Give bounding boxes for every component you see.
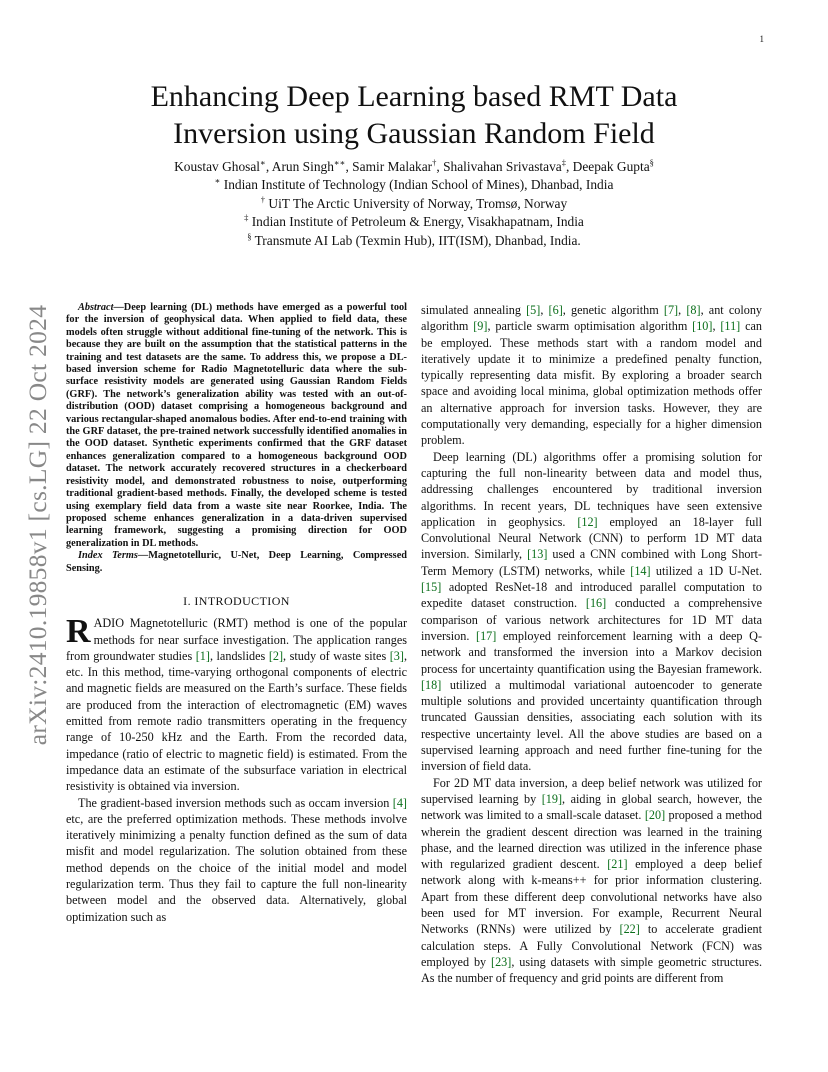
citation-link[interactable]: [9] — [473, 319, 488, 334]
citation-link[interactable]: [12] — [577, 514, 598, 529]
citation-link[interactable]: [5] — [526, 303, 541, 317]
intro-paragraph — [66, 795, 407, 925]
author-name: Deepak Gupta — [572, 159, 650, 174]
paper-title — [66, 78, 762, 152]
affiliation-mark: † — [432, 157, 437, 168]
author-name: Arun Singh — [271, 159, 334, 174]
abstract-label: Abstract — [78, 302, 114, 313]
body-text: , ant colony algorithm — [421, 303, 763, 334]
author-name: Shalivahan Srivastava — [443, 159, 562, 174]
intro-text: , study of waste sites — [283, 648, 390, 663]
body-text: Deep learning (DL) algorithms offer a promising solution for capturing the full non-linearity between data and model thus, addressing challenges encountered by traditional inversion algorithms. In recent years, DL techniques have seen extensive application in geophysics. — [421, 449, 762, 529]
body-text: , aiding in global search, however, the network was limited to a small-scale dataset. — [421, 791, 762, 823]
abstract — [66, 302, 407, 550]
affiliation-line — [66, 195, 762, 213]
page-number: 1 — [759, 34, 764, 44]
affiliation-mark: ∗ — [214, 175, 221, 186]
affiliation-text: Indian Institute of Petroleum & Energy, Visakhapatnam, India — [251, 214, 584, 230]
index-terms — [66, 550, 407, 575]
body-text: simulated annealing — [421, 303, 527, 317]
citation-link[interactable]: [4] — [392, 795, 407, 810]
citation-link[interactable]: [10] — [692, 319, 713, 334]
body-text: can be employed. These methods start with a random model and iteratively update it to minimize a predefined penalty function, typically representing data misfit. By exploring a broader search space and avoiding local minima, global optimization methods offer an alternative approach for inversion tasks. However, they are computationally very demanding, especially for a higher dimension problem. — [421, 319, 763, 448]
citation-link[interactable]: [16] — [585, 596, 607, 611]
body-text: to accelerate gradient calculation steps. A Fully Convolutional Network (FCN) was employed by — [421, 922, 762, 969]
author-name: Samir Malakar — [352, 159, 433, 174]
body-text: , particle swarm optimisation algorithm — [487, 319, 693, 334]
title-line-1: Enhancing Deep Learning based RMT Data — [150, 80, 678, 113]
body-text: For 2D MT data inversion, a deep belief network was utilized for supervised learning by — [421, 775, 762, 806]
citation-link[interactable]: [11] — [720, 319, 741, 334]
affiliation-line — [66, 213, 762, 231]
author-name: Koustav Ghosal — [174, 159, 261, 174]
body-text: utilized a 1D U-Net. — [650, 563, 762, 578]
citation-link[interactable]: [14] — [630, 563, 651, 578]
citation-link[interactable]: [6] — [548, 303, 563, 317]
body-text: used a CNN combined with Long Short-Term Memory (LSTM) networks, while — [421, 547, 763, 578]
index-terms-label: Index Terms — [78, 550, 138, 562]
index-terms-text: —Magnetotelluric, U-Net, Deep Learning, Compressed Sensing. — [66, 550, 407, 574]
citation-link[interactable]: [1] — [195, 648, 210, 663]
citation-link[interactable]: [17] — [476, 628, 497, 643]
arxiv-identifier-stamp — [22, 290, 54, 760]
affiliation-mark: ‡ — [561, 157, 566, 168]
arxiv-stamp-text: arXiv:2410.19858v1 [cs.LG] 22 Oct 2024 — [23, 304, 52, 746]
intro-text: The gradient-based inversion methods such as occam inversion — [78, 795, 393, 810]
citation-link[interactable]: [21] — [607, 857, 628, 872]
left-column — [66, 302, 407, 925]
citation-link[interactable]: [7] — [663, 303, 679, 317]
body-text: employed reinforcement learning with a deep Q-network and transformed the inversion into a Markov decision process for uncertainty quantification using the Bayesian framework. — [421, 628, 762, 676]
body-paragraph — [421, 449, 762, 775]
citation-link[interactable]: [3] — [389, 648, 404, 663]
body-text: utilized a multimodal variational autoencoder to generate multiple solutions and provided uncertainty quantification through truncated Gaussian densities, associating each solution with its respective uncertainty level. All the above studies are based on a supervised learning approach and need further fine-tuning for the inversion of field data. — [421, 677, 762, 774]
citation-link[interactable]: [8] — [686, 303, 701, 317]
title-line-2: Inversion using Gaussian Random Field — [173, 117, 655, 150]
intro-text: , landslides — [209, 648, 269, 663]
citation-link[interactable]: [15] — [421, 580, 442, 595]
affiliation-mark: ∗∗ — [333, 157, 346, 168]
citation-link[interactable]: [23] — [491, 954, 512, 969]
body-text: , using datasets with simple geometric structures. As the number of frequency and grid points are different from — [421, 954, 763, 986]
affiliation-line — [66, 176, 762, 194]
intro-paragraph — [66, 615, 407, 794]
small-caps-word: ADIO — [93, 616, 125, 631]
body-text: conducted a comprehensive comparison of various network architectures for 1D MT data inversion. — [421, 596, 762, 643]
right-column — [421, 302, 762, 986]
body-text: , genetic algorithm — [562, 303, 664, 317]
citation-link[interactable]: [13] — [527, 547, 548, 562]
section-heading: I. INTRODUCTION — [183, 593, 290, 608]
body-text: adopted ResNet-18 and introduced parallel computation to expedite dataset construction. — [421, 580, 762, 611]
body-text: proposed a method wherein the gradient descent direction was learned in the training phase, and the learned direction was utilized in the inference phase with regularized gradient descent. — [421, 808, 762, 872]
affiliation-mark: ∗ — [260, 157, 266, 168]
abstract-text: —Deep learning (DL) methods have emerged as a powerful tool for the inversion of geophysical data. When applied to field data, these models often struggle without additional fine-tuning of the network. This is because they are built on the assumption that the statistical patterns in the training and test datasets are the same. To address this, we propose a DL-based inversion scheme for Radio Magnetotelluric data where the sub-surface resistivity models are generated using Gaussian Random Fields (GRF). The network’s generalization ability was tested with an out-of-distribution (OOD) dataset comprising a homogeneous background and various rectangular-shaped anomalous bodies. After end-to-end training with the GRF dataset, the pre-trained network successfully identified anomalies in the OOD dataset. Synthetic experiments confirmed that the GRF dataset enhances generalization compared to a homogeneous background OOD dataset. The network accurately recovered structures in a checkerboard resistivity model, and demonstrated robustness to noise, outperforming traditional gradient-based methods. Finally, the developed scheme is tested using exemplary field data from a waste site near Roorkee, India. The proposed scheme enhances generalization in a data-driven supervised learning framework, suggesting a promising direction for OOD generalization in DL methods. — [66, 302, 407, 549]
affiliation-mark: § — [247, 231, 252, 242]
author-list: Koustav Ghosal∗, Arun Singh∗∗, Samir Malakar†, Shalivahan Srivastava‡, Deepak Gupta§ — [174, 157, 654, 174]
body-text: employed a deep belief network along with k-means++ for prior information clustering. Apart from these different deep convolutional networks have also been used for MT inversion. For example, Recurrent Neural Networks (RNNs) were utilized by — [421, 857, 762, 937]
citation-link[interactable]: [19] — [541, 791, 563, 806]
drop-cap: R — [66, 613, 91, 651]
affiliation-mark: ‡ — [244, 212, 249, 223]
affiliation-mark: † — [260, 194, 266, 205]
citation-link[interactable]: [20] — [644, 808, 666, 823]
affiliation-text: UiT The Arctic University of Norway, Tromsø, Norway — [268, 195, 568, 211]
affiliation-mark: § — [649, 157, 654, 168]
intro-text: etc, are the preferred optimization methods. These methods involve iteratively minimizing a penalty function defined as the sum of data misfit and model regularization. The solution obtained from these method depends on the choice of the initial model and model regularization term. Thus they fail to capture the full non-linearity between model and the observed data. Alternatively, global optimization such as — [66, 811, 407, 924]
body-paragraph: simulated annealing [5], [6], genetic algorithm [7], [8], ant colony algorithm [9], particle swarm optimisation algorithm [10], [11] can be employed. These methods start with a random model and iteratively update it to minimize a predefined penalty function, typically representing data misfit. By exploring a broader search space and avoiding local minima, global optimization methods offer an alternative approach for inversion tasks. However, they are computationally very demanding, especially for a higher dimension problem. — [421, 303, 763, 448]
affiliation-line — [66, 232, 762, 250]
affiliation-text: Indian Institute of Technology (Indian School of Mines), Dhanbad, India — [223, 177, 614, 193]
body-paragraph — [421, 775, 762, 987]
citation-link[interactable]: [18] — [421, 677, 442, 692]
affiliation-text: Transmute AI Lab (Texmin Hub), IIT(ISM), Dhanbad, India. — [254, 232, 581, 248]
author-block — [66, 158, 762, 250]
intro-text: , etc. In this method, time-varying orthogonal components of electric and magnetic fields are measured on the Earth’s surface. These fields are produced from the interaction of electromagnetic (EM) waves emitted from remote radio transmitters operating in the frequency range of 10-250 kHz and the Earth. From the recorded data, impedance (ratio of electric to magnetic field) is estimated. From the impedance data an estimate of the subsurface variation in electrical resistivity is obtained via inversion. — [66, 648, 408, 794]
intro-text: Magnetotelluric (RMT) method is one of the popular methods for near surface investigation. The application ranges from groundwater studies — [66, 616, 407, 663]
citation-link[interactable]: [2] — [268, 648, 284, 663]
citation-link[interactable]: [22] — [619, 922, 640, 937]
body-text: employed an 18-layer full Convolutional Neural Network (CNN) to perform 1D MT data inversion. Similarly, — [421, 514, 763, 562]
